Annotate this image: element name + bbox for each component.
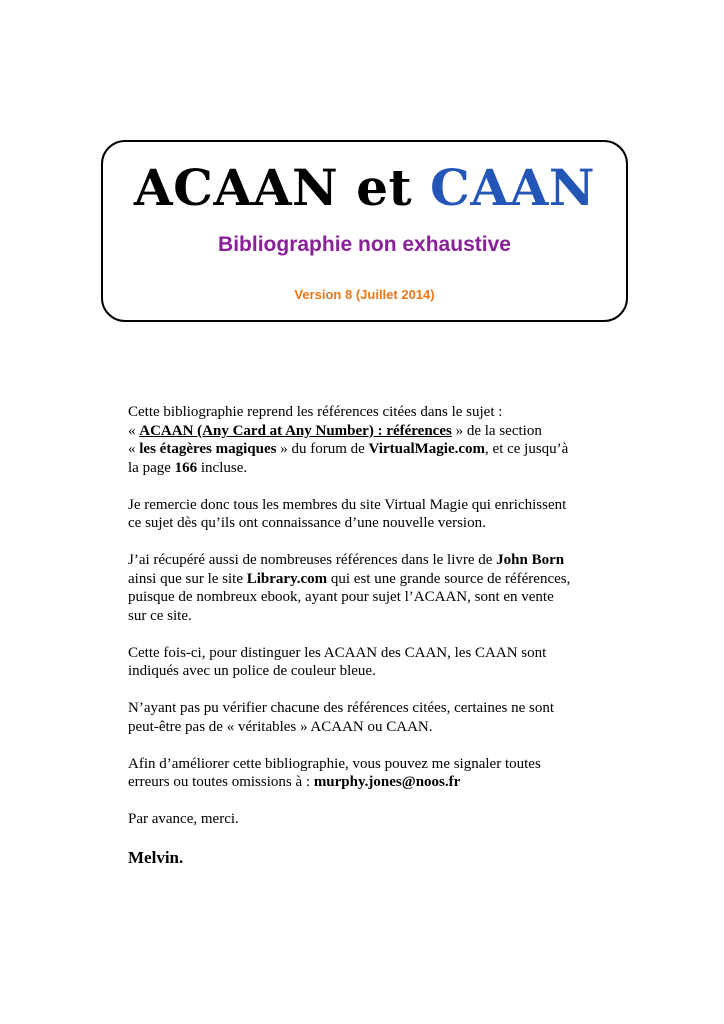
library-site: Library.com: [246, 570, 328, 587]
page-prefix: la page: [128, 459, 175, 476]
sources-paragraph: [128, 551, 608, 625]
distinction-line-2: indiqués avec un police de couleur bleue.: [128, 663, 376, 679]
section-name: les étagères magiques: [139, 441, 277, 457]
body-text: [128, 403, 608, 887]
quote-open: «: [128, 422, 140, 439]
intro-line-1: Cette bibliographie reprend les références citées dans le sujet :: [128, 404, 503, 420]
quote-open: «: [128, 441, 140, 457]
sources-line-2: ainsi que sur le site: [128, 570, 247, 587]
quote-close: » de la section: [451, 422, 542, 439]
intro-line-3-end: , et ce jusqu’à: [485, 441, 569, 457]
title-box: [101, 140, 628, 322]
title-caan: CAAN: [430, 158, 596, 217]
sources-line-1: J’ai récupéré aussi de nombreuses références dans le livre de: [128, 552, 497, 568]
thanks-paragraph: [128, 496, 608, 533]
thanks-line-2: ce sujet dès qu’ils ont connaissance d’une nouvelle version.: [128, 515, 486, 531]
title-et: et: [356, 158, 413, 217]
subtitle: Bibliographie non exhaustive: [218, 233, 511, 256]
signature: Melvin.: [128, 847, 184, 867]
sources-line-3: puisque de nombreux ebook, ayant pour sujet l’ACAAN, sont en vente: [128, 589, 554, 605]
distinction-paragraph: [128, 644, 608, 681]
sources-line-4: sur ce site.: [128, 607, 192, 624]
main-title: [103, 156, 626, 220]
email-link[interactable]: murphy.jones@noos.fr: [313, 774, 461, 790]
contact-line-2: erreurs ou toutes omissions à :: [128, 774, 314, 790]
page-suffix: incluse.: [197, 459, 248, 476]
disclaimer-paragraph: [128, 699, 608, 736]
distinction-line-1: Cette fois-ci, pour distinguer les ACAAN des CAAN, les CAAN sont: [128, 644, 547, 661]
forum-text: » du forum de: [276, 441, 369, 457]
sources-line-2-end: qui est une grande source de références,: [327, 570, 571, 587]
author-name: John Born: [496, 552, 565, 568]
closing-thanks: Par avance, merci.: [128, 811, 239, 827]
thanks-line-1: Je remercie donc tous les membres du site Virtual Magie qui enrichissent: [128, 496, 567, 513]
disclaimer-line-1: N’ayant pas pu vérifier chacune des références citées, certaines ne sont: [128, 700, 555, 716]
contact-line-1: Afin d’améliorer cette bibliographie, vous pouvez me signaler toutes: [128, 755, 541, 772]
site-name: VirtualMagie.com: [368, 441, 486, 457]
topic-link[interactable]: ACAAN (Any Card at Any Number) : références: [139, 422, 452, 439]
intro-paragraph: [128, 403, 608, 477]
title-acaan: ACAAN: [133, 158, 339, 217]
version-label: Version 8 (Juillet 2014): [294, 287, 435, 302]
page-number: 166: [174, 459, 198, 476]
disclaimer-line-2: peut-être pas de « véritables » ACAAN ou CAAN.: [128, 718, 433, 735]
contact-paragraph: [128, 755, 608, 792]
